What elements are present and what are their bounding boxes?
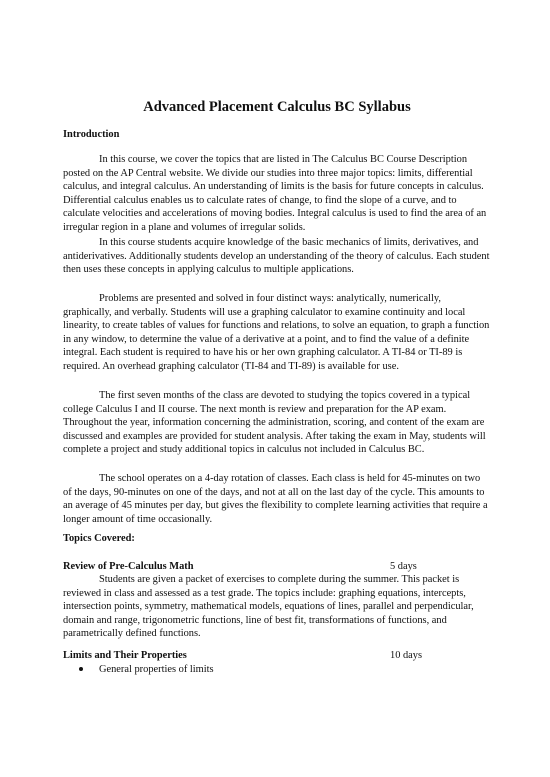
document-page [63,0,491,777]
topic-name: Limits and Their Properties [63,650,187,661]
topic-days: 5 days [390,561,417,572]
list-item-text: General properties of limits [99,664,214,675]
introduction-heading: Introduction [63,129,120,140]
bullet-icon [79,667,83,671]
list-item [63,663,491,676]
limits-bullet-list [63,663,491,676]
topic-name: Review of Pre-Calculus Math [63,561,194,572]
topic-description-precalculus: Students are given a packet of exercises to complete during the summer. This packet is reviewed in class and assessed as a test grade. The topics include: graphing equations, intercepts, intersection points, symmetry, mathematical models, equations of lines, parallel and perpendicular, domain and range, trigonometric functions, line of best fit, transformations of functions, and parametrically defined functions. [63,574,474,640]
intro-paragraph-2: In this course students acquire knowledge of the basic mechanics of limits, derivatives, and antiderivatives. Additionally students develop an understanding of the theory of calculus. Each student then uses these concepts in applying calculus to multiple applications. [63,237,490,276]
topic-days: 10 days [390,650,423,661]
intro-paragraph-1: In this course, we cover the topics that are listed in The Calculus BC Course Description posted on the AP Central website. We divide our studies into three major topics: limits, differential calculus, and integral calculus. An understanding of limits is the basis for future concepts in calculus. Differential calculus enables us to calculate rates of change, to find the slope of a curve, and to calculate velocities and accelerations of moving bodies. Integral calculus is used to find the area of an irregular region in a plane and volumes of irregular solids. [63,154,487,233]
intro-paragraph-5: The school operates on a 4-day rotation of classes. Each class is held for 45-minutes on two of the days, 90-minutes on one of the days, and not at all on the last day of the cycle. This amounts to an average of 45 minutes per day, but gives the flexibility to complete learning activities that require a longer amount of time occasionally. [63,473,488,525]
topic-row-limits [63,649,491,662]
intro-paragraph-3: Problems are presented and solved in four distinct ways: analytically, numerically, graphically, and verbally. Students will use a graphing calculator to examine continuity and local linearity, to create tables of values for functions and relations, to solve an equation, to graph a function in any window, to determine the value of a derivative at a point, and to find the value of a definite integral. Each student is required to have his or her own graphing calculator. A TI-84 or TI-89 is required. An overhead graphing calculator (TI-84 and TI-89) is available for use. [63,293,490,372]
topic-row-precalculus [63,560,491,573]
intro-paragraph-4: The first seven months of the class are devoted to studying the topics covered in a typical college Calculus I and II course. The next month is review and preparation for the AP exam. Throughout the year, information concerning the administration, scoring, and content of the exam are discussed and examples are provided for student analysis. After taking the exam in May, students will complete a project and study additional topics in calculus not included in Calculus BC. [63,390,486,456]
topics-heading: Topics Covered: [63,533,135,544]
document-title: Advanced Placement Calculus BC Syllabus [143,99,411,115]
